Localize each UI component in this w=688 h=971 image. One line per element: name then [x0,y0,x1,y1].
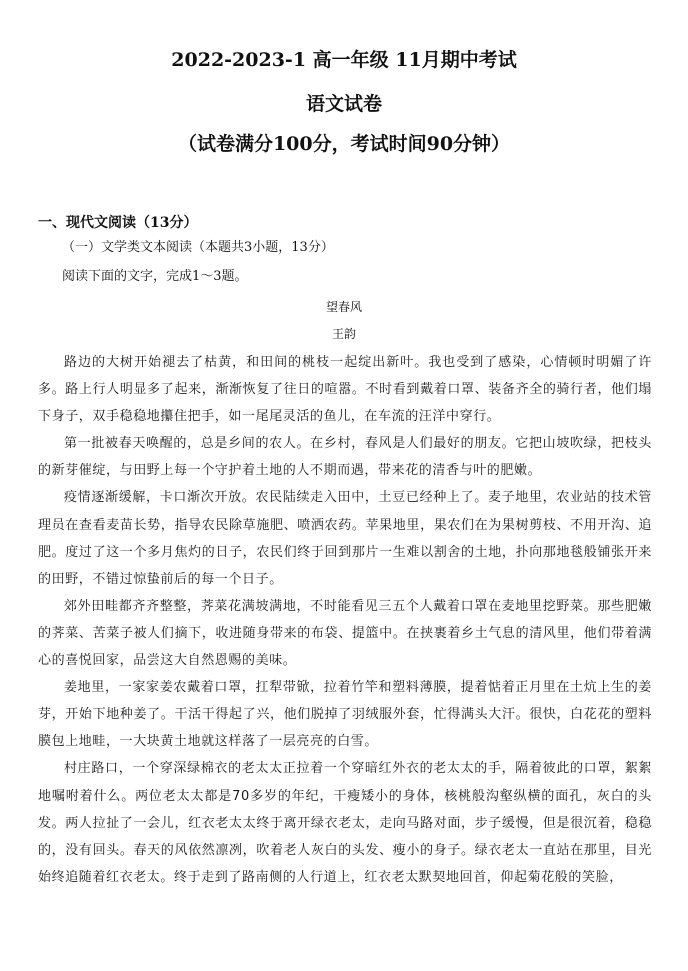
section-subheading: （一）文学类文本阅读（本题共3小题，13分） [62,240,334,255]
passage-author: 王韵 [331,327,356,341]
exam-title: 2022-2023-1 高一年级 11月期中考试 [171,49,517,71]
passage-title: 望春风 [325,300,362,314]
paragraph: 郊外田畦都齐齐整整，荠菜花满坡满地，不时能看见三五个人戴着口罩在麦地里挖野菜。那些肥嫩的荠菜、苦菜子被人们摘下，收进随身带来的布袋、提篮中。在挟裹着乡土气息的清风里，他们带着满心的喜悦回家，品尝这大自然恩赐的美味。 [38,598,652,669]
section-instruction: 阅读下面的文字，完成1～3题。 [62,269,248,284]
subject-title: 语文试卷 [305,93,382,115]
paragraph: 路边的大树开始褪去了枯黄，和田间的桃枝一起绽出新叶。我也受到了感染，心情顿时明媚了许多。路上行人明显多了起来，渐渐恢复了往日的喧嚣。不时看到戴着口罩、装备齐全的骑行者，他们塌下身子，双手稳稳地攥住把手，如一尾尾灵活的鱼儿，在车流的汪洋中穿行。 [38,355,652,425]
paragraph: 第一批被春天唤醒的，总是乡间的农人。在乡村，春风是人们最好的朋友。它把山坡吹绿，把枝头的新芽催绽，与田野上每一个守护着土地的人不期而遇，带来花的清香与叶的肥嫩。 [38,436,652,479]
section-heading: 一、现代文阅读（13分） [38,215,198,231]
paragraph: 疫情逐渐缓解，卡口渐次开放。农民陆续走入田中，土豆已经种上了。麦子地里，农业站的技术管理员在查看麦苗长势，指导农民除草施肥、喷洒农药。苹果地里，果农们在为果树剪枝、不用开沟、追肥。度过了这一个多月焦灼的日子，农民们终于回到那片一生难以割舍的土地，扑向那地毯般铺张开来的田野，不错过惊蛰前后的每一个日子。 [38,490,652,587]
passage-body [38,349,652,891]
exam-info: （试卷满分100分，考试时间90分钟） [177,133,511,155]
paragraph: 村庄路口，一个穿深绿棉衣的老太太正拉着一个穿暗红外衣的老太太的手，隔着彼此的口罩，絮絮地嘱咐着什么。两位老太太都是70多岁的年纪，干瘦矮小的身体，核桃般沟壑纵横的面孔，灰白的头发。两人拉扯了一会儿，红衣老太太终于离开绿衣老太，走向马路对面，步子缓慢，但是很沉着，稳稳的，没有回头。春天的风依然凛冽，吹着老人灰白的头发、瘦小的身子。绿衣老太一直站在那里，目光始终追随着红衣老太。终于走到了路南侧的人行道上，红衣老太默契地回首，仰起菊花般的笑脸， [38,761,652,885]
paragraph: 姜地里，一家家姜农戴着口罩，扛犁带锨，拉着竹竿和塑料薄膜，提着惦着正月里在土炕上生的姜芽，开始下地种姜了。干活干得起了兴，他们脱掉了羽绒服外套，忙得满头大汗。很快，白花花的塑料膜包上地畦，一大块黄土地就这样落了一层亮亮的白雪。 [38,680,652,750]
